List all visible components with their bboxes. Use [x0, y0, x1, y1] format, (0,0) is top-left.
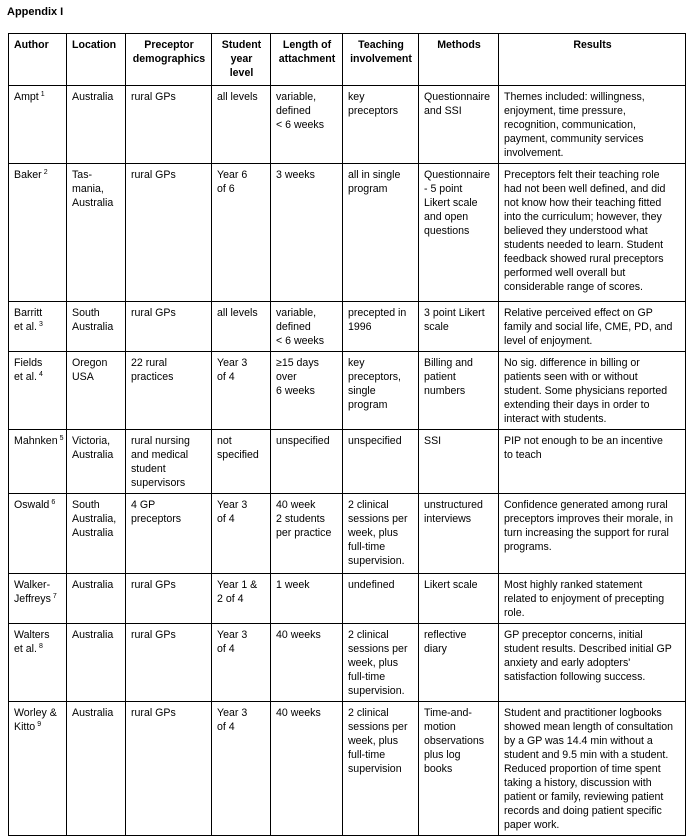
reference-number: 3	[38, 321, 43, 328]
cell-results: No sig. difference in billing or patients seen with or without student. Some physicians reported extending their days in order to interact with students.	[499, 352, 686, 430]
cell-methods: Questionnaire and SSI	[419, 86, 499, 164]
cell-year: Year 6 of 6	[212, 164, 271, 302]
reference-number: 5	[59, 435, 64, 442]
author-name: Fields et al.	[14, 357, 43, 383]
table-row	[9, 624, 686, 702]
reference-number: 8	[38, 643, 43, 650]
cell-methods: Likert scale	[419, 574, 499, 624]
cell-author	[9, 624, 67, 702]
cell-location: Oregon USA	[67, 352, 126, 430]
author-name: Walker- Jeffreys	[14, 579, 51, 605]
cell-location: South Australia, Australia	[67, 494, 126, 574]
cell-results: Preceptors felt their teaching role had not been well defined, and did not know how their teaching fitted into the curriculum; however, they believed they understood what students needed to learn. Student feedback showed rural preceptors performed well overall but considerable range of scores.	[499, 164, 686, 302]
cell-location: Victoria, Australia	[67, 430, 126, 494]
table-row	[9, 164, 686, 302]
cell-results: Most highly ranked statement related to enjoyment of precepting role.	[499, 574, 686, 624]
reference-number: 1	[40, 91, 45, 98]
cell-length: 40 weeks	[271, 624, 343, 702]
header-row	[9, 34, 686, 86]
cell-length: unspecified	[271, 430, 343, 494]
author-name: Oswald	[14, 499, 50, 511]
cell-teaching: unspecified	[343, 430, 419, 494]
cell-results: Themes included: willingness, enjoyment, time pressure, recognition, communication, payment, community services involvement.	[499, 86, 686, 164]
reference-number: 6	[51, 499, 56, 506]
cell-length: 40 week 2 students per practice	[271, 494, 343, 574]
cell-author	[9, 574, 67, 624]
table-row	[9, 86, 686, 164]
cell-author	[9, 430, 67, 494]
cell-year: Year 1 & 2 of 4	[212, 574, 271, 624]
cell-teaching: key preceptors	[343, 86, 419, 164]
cell-location: Australia	[67, 702, 126, 836]
cell-results: PIP not enough to be an incentive to teach	[499, 430, 686, 494]
header-methods: Methods	[419, 34, 499, 86]
cell-author	[9, 86, 67, 164]
header-length: Length of attachment	[271, 34, 343, 86]
cell-location: South Australia	[67, 302, 126, 352]
cell-length: 1 week	[271, 574, 343, 624]
table-row	[9, 702, 686, 836]
cell-year: Year 3 of 4	[212, 624, 271, 702]
cell-author	[9, 164, 67, 302]
header-teaching: Teaching involvement	[343, 34, 419, 86]
table-row	[9, 352, 686, 430]
cell-demographics: rural GPs	[126, 86, 212, 164]
cell-demographics: rural GPs	[126, 302, 212, 352]
header-location: Location	[67, 34, 126, 86]
table-row	[9, 574, 686, 624]
author-name: Barritt et al.	[14, 307, 43, 333]
cell-teaching: 2 clinical sessions per week, plus full-time supervision.	[343, 494, 419, 574]
cell-methods: SSI	[419, 430, 499, 494]
table-row	[9, 430, 686, 494]
cell-location: Australia	[67, 86, 126, 164]
cell-methods: 3 point Likert scale	[419, 302, 499, 352]
cell-year: not specified	[212, 430, 271, 494]
author-name: Mahnken	[14, 435, 58, 447]
author-name: Worley & Kitto	[14, 707, 57, 733]
reference-number: 4	[38, 371, 43, 378]
cell-length: variable, defined < 6 weeks	[271, 302, 343, 352]
cell-teaching: 2 clinical sessions per week, plus full-time supervision	[343, 702, 419, 836]
reference-number: 7	[52, 593, 57, 600]
cell-length: 40 weeks	[271, 702, 343, 836]
author-name: Walters et al.	[14, 629, 50, 655]
cell-demographics: 4 GP preceptors	[126, 494, 212, 574]
cell-author	[9, 702, 67, 836]
cell-location: Australia	[67, 574, 126, 624]
cell-methods: unstructured interviews	[419, 494, 499, 574]
cell-teaching: undefined	[343, 574, 419, 624]
cell-year: all levels	[212, 302, 271, 352]
cell-demographics: rural nursing and medical student supervisors	[126, 430, 212, 494]
cell-demographics: rural GPs	[126, 164, 212, 302]
cell-demographics: rural GPs	[126, 574, 212, 624]
cell-teaching: 2 clinical sessions per week, plus full-time supervision.	[343, 624, 419, 702]
author-name: Ampt	[14, 91, 39, 103]
appendix-title: Appendix I	[7, 6, 64, 18]
cell-location: Tas- mania, Australia	[67, 164, 126, 302]
cell-length: variable, defined < 6 weeks	[271, 86, 343, 164]
cell-results: Confidence generated among rural preceptors improves their morale, in turn increasing the support for rural programs.	[499, 494, 686, 574]
cell-length: 3 weeks	[271, 164, 343, 302]
header-author: Author	[9, 34, 67, 86]
cell-methods: Billing and patient numbers	[419, 352, 499, 430]
cell-demographics: 22 rural practices	[126, 352, 212, 430]
reference-number: 9	[37, 721, 42, 728]
cell-author	[9, 494, 67, 574]
cell-year: Year 3 of 4	[212, 702, 271, 836]
cell-results: GP preceptor concerns, initial student results. Described initial GP anxiety and early adopters' satisfaction following success.	[499, 624, 686, 702]
cell-author	[9, 302, 67, 352]
cell-methods: Questionnaire - 5 point Likert scale and open questions	[419, 164, 499, 302]
cell-location: Australia	[67, 624, 126, 702]
header-year: Student year level	[212, 34, 271, 86]
cell-methods: Time-and- motion observations plus log books	[419, 702, 499, 836]
cell-results: Student and practitioner logbooks showed mean length of consultation by a GP was 14.4 min without a student and 9.5 min with a student. Reduced proportion of time spent taking a history, discussion with patient or family, reviewing patient records and doing patient specific paper work.	[499, 702, 686, 836]
cell-length: ≥15 days over 6 weeks	[271, 352, 343, 430]
cell-teaching: key preceptors, single program	[343, 352, 419, 430]
author-name: Baker	[14, 169, 42, 181]
cell-year: all levels	[212, 86, 271, 164]
cell-teaching: all in single program	[343, 164, 419, 302]
cell-results: Relative perceived effect on GP family and social life, CME, PD, and level of enjoyment.	[499, 302, 686, 352]
cell-year: Year 3 of 4	[212, 494, 271, 574]
table-row	[9, 494, 686, 574]
header-results: Results	[499, 34, 686, 86]
cell-author	[9, 352, 67, 430]
cell-methods: reflective diary	[419, 624, 499, 702]
cell-year: Year 3 of 4	[212, 352, 271, 430]
cell-teaching: precepted in 1996	[343, 302, 419, 352]
cell-demographics: rural GPs	[126, 702, 212, 836]
table-row	[9, 302, 686, 352]
reference-number: 2	[43, 169, 48, 176]
header-demographics: Preceptor demographics	[126, 34, 212, 86]
studies-table	[8, 33, 686, 836]
cell-demographics: rural GPs	[126, 624, 212, 702]
